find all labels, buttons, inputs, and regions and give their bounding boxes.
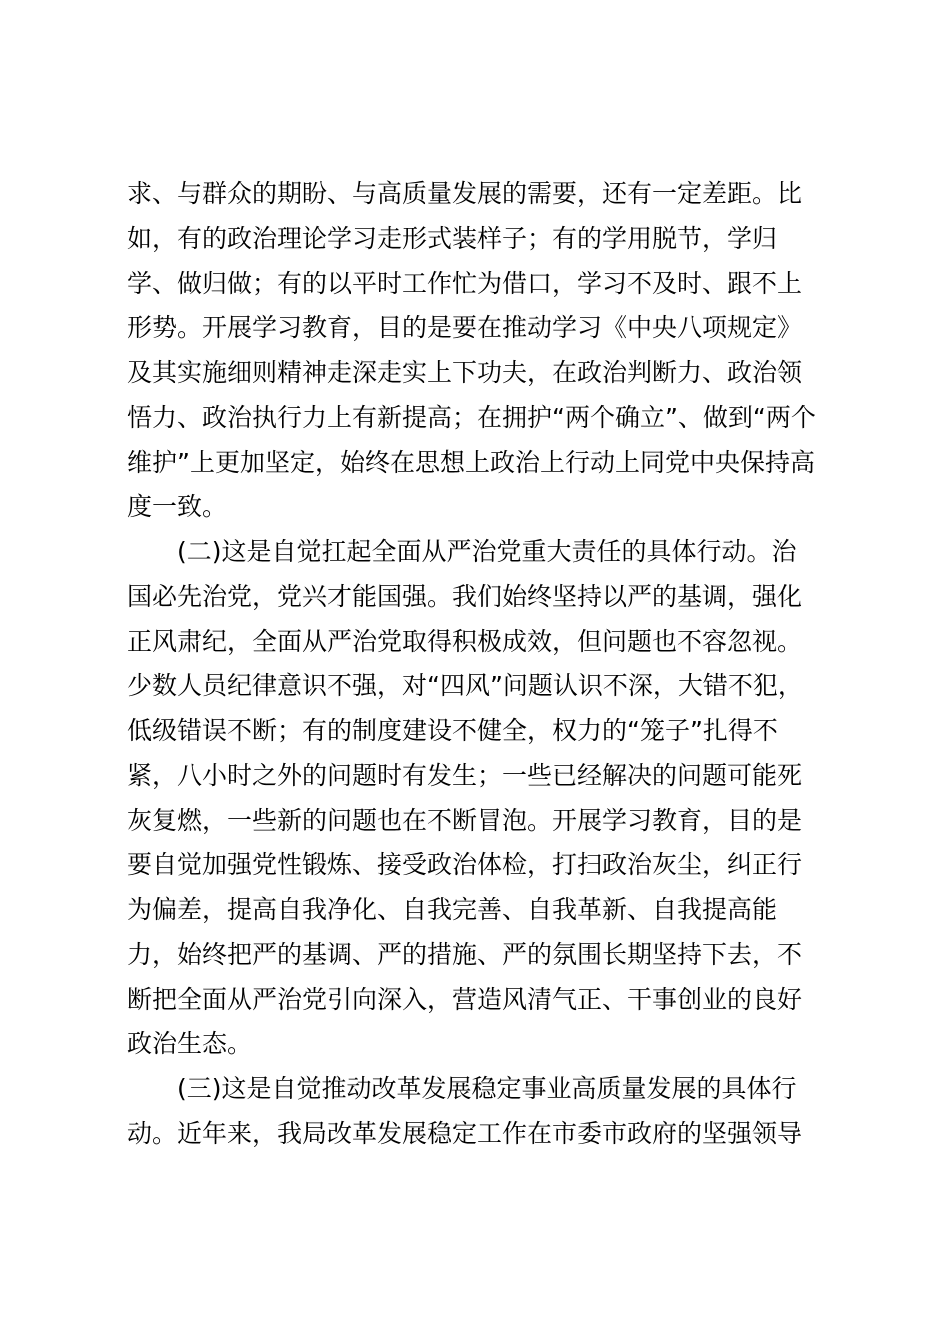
text-line: 断把全面从严治党引向深入，营造风清气正、干事创业的良好 — [127, 984, 803, 1014]
text-line: 正风肃纪，全面从严治党取得积极成效，但问题也不容忽视。 — [127, 626, 803, 656]
text-line: 求、与群众的期盼、与高质量发展的需要，还有一定差距。比 — [127, 179, 803, 208]
text-line: (二)这是自觉扛起全面从严治党重大责任的具体行动。治 — [127, 537, 797, 566]
text-line: 为偏差，提高自我净化、自我完善、自我革新、自我提高能 — [127, 895, 778, 924]
text-line: 如，有的政治理论学习走形式装样子；有的学用脱节，学归 — [127, 223, 778, 253]
text-line: 及其实施细则精神走深走实上下功夫，在政治判断力、政治领 — [127, 358, 803, 387]
text-line: 形势。开展学习教育，目的是要在推动学习《中央八项规定》 — [127, 313, 803, 343]
text-line: 低级错误不断；有的制度建设不健全，权力的“笼子”扎得不 — [127, 716, 778, 745]
text-line: 紧，八小时之外的问题时有发生；一些已经解决的问题可能死 — [127, 760, 803, 790]
text-line: 政治生态。 — [127, 1029, 253, 1059]
text-line: 学、做归做；有的以平时工作忙为借口，学习不及时、跟不上 — [127, 268, 803, 298]
text-line: 动。近年来，我局改革发展稳定工作在市委市政府的坚强领导 — [127, 1118, 803, 1148]
text-line: 国必先治党，党兴才能国强。我们始终坚持以严的基调，强化 — [127, 581, 803, 611]
body-text — [127, 172, 827, 1157]
text-line: (三)这是自觉推动改革发展稳定事业高质量发展的具体行 — [127, 1074, 797, 1103]
text-line: 力，始终把严的基调、严的措施、严的氛围长期坚持下去，不 — [127, 939, 803, 969]
text-line: 度一致。 — [127, 492, 228, 522]
text-line: 灰复燃，一些新的问题也在不断冒泡。开展学习教育，目的是 — [127, 805, 803, 835]
text-line: 要自觉加强党性锻炼、接受政治体检，打扫政治灰尘，纠正行 — [127, 850, 803, 880]
text-line: 悟力、政治执行力上有新提高；在拥护“两个确立”、做到“两个 — [127, 402, 816, 432]
text-line: 维护”上更加坚定，始终在思想上政治上行动上同党中央保持高 — [127, 447, 815, 477]
text-line: 少数人员纪律意识不强，对“四风”问题认识不深，大错不犯， — [127, 671, 803, 701]
